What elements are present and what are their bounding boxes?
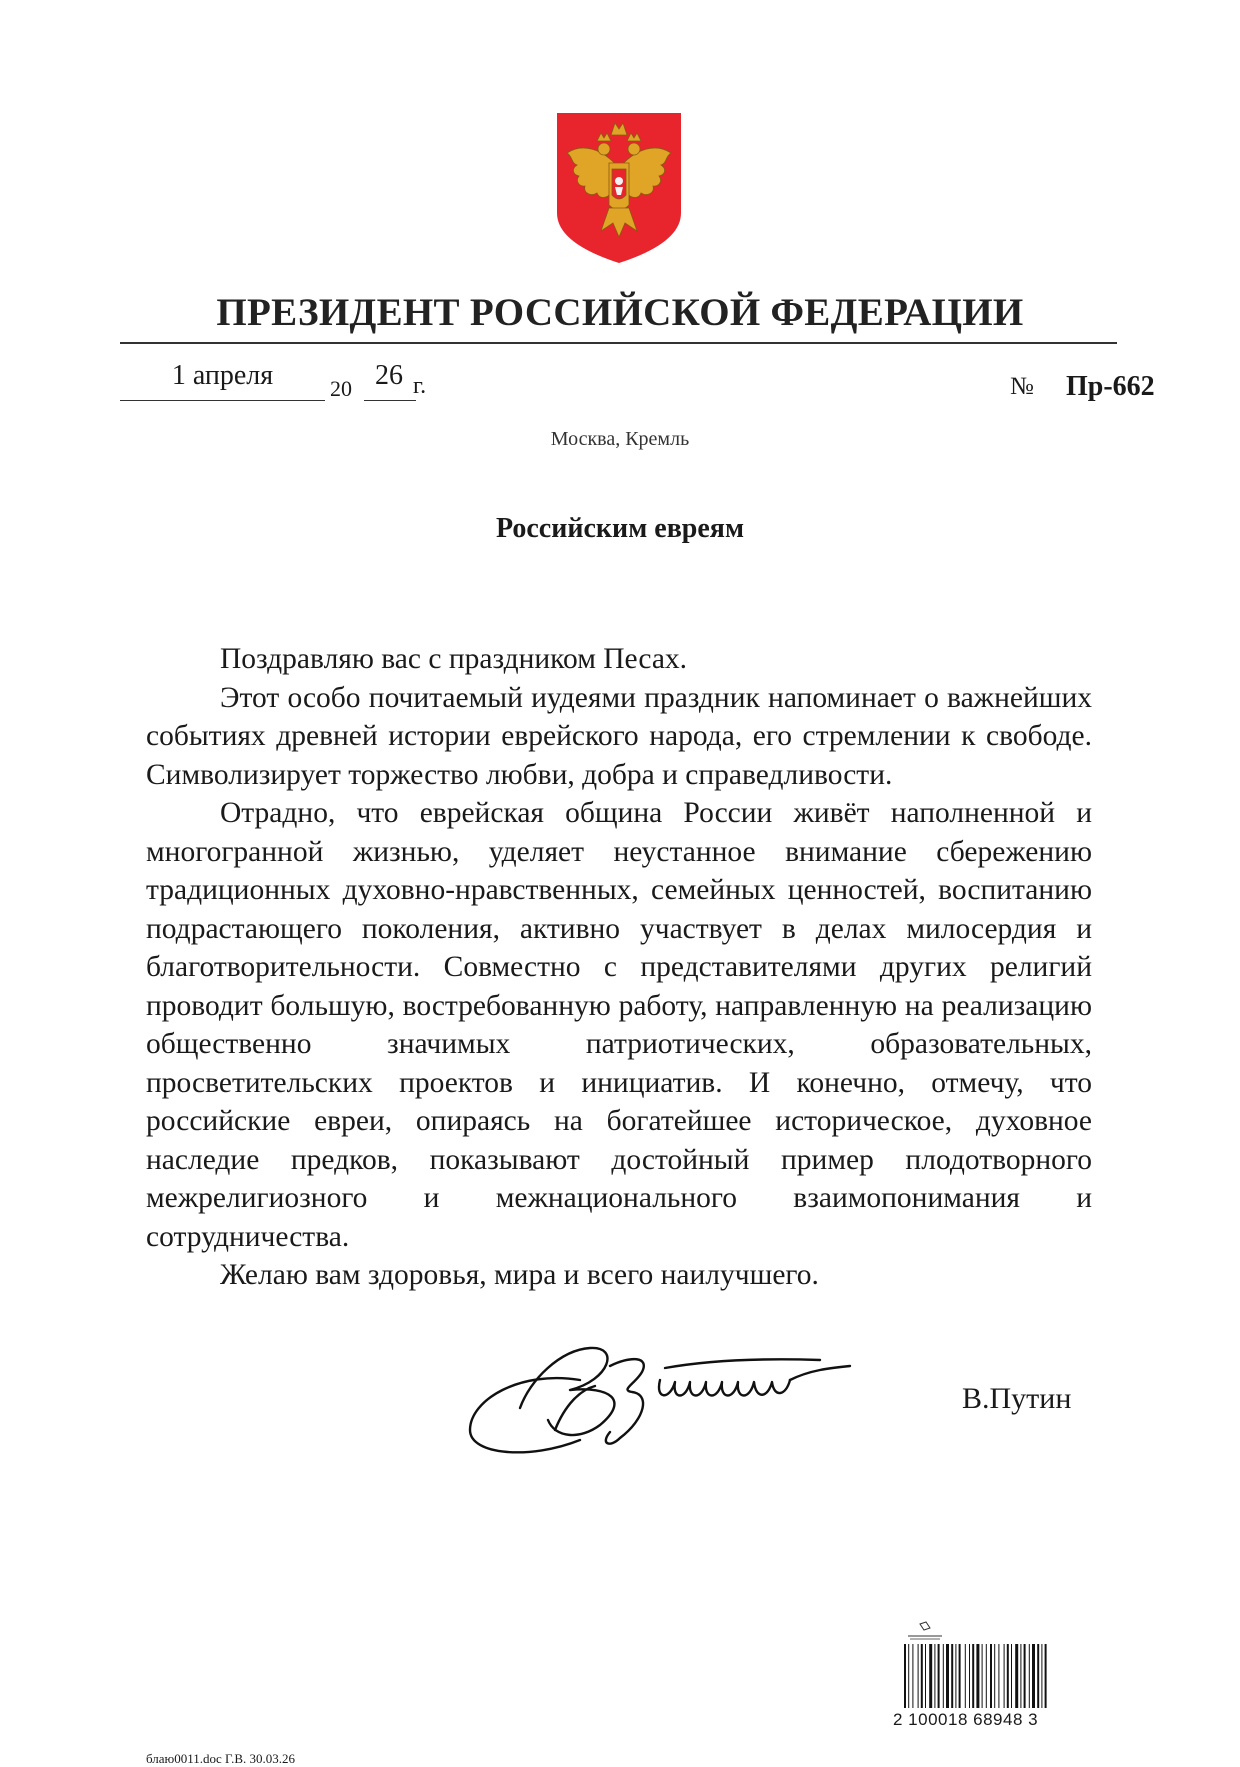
paragraph: Этот особо почитаемый иудеями праздник напоминает о важнейших событиях древней истории еврейского народа, его стремлении к свободе. Символизирует торжество любви, добра и справедливости. xyxy=(146,681,1092,791)
print-logo-icon xyxy=(900,1620,950,1642)
coat-of-arms-icon xyxy=(557,113,681,263)
date-year: 26 xyxy=(375,360,403,391)
document-number: Пр-662 xyxy=(1066,371,1155,402)
barcode-number: 2 100018 68948 3 xyxy=(893,1710,1039,1729)
date-suffix: г. xyxy=(413,373,427,399)
barcode-icon xyxy=(902,1644,1052,1708)
place: Москва, Кремль xyxy=(550,428,690,450)
date-day-month: 1 апреля xyxy=(171,360,274,391)
paragraph: Поздравляю вас с праздником Песах. xyxy=(220,643,688,675)
header-rule xyxy=(120,342,1117,344)
date-century: 20 xyxy=(330,376,352,401)
addressee: Российским евреям xyxy=(495,513,745,544)
year-underline xyxy=(364,400,416,401)
org-title: ПРЕЗИДЕНТ РОССИЙСКОЙ ФЕДЕРАЦИИ xyxy=(216,291,1024,334)
signer-name: В.Путин xyxy=(962,1382,1072,1415)
paragraph: Желаю вам здоровья, мира и всего наилучшего. xyxy=(220,1259,819,1291)
signature-icon xyxy=(460,1320,880,1460)
number-label: № xyxy=(1010,373,1034,400)
date-underline xyxy=(120,400,325,401)
document-date xyxy=(120,360,540,410)
paragraph: Отрадно, что еврейская община России живёт наполненной и многогранной жизнью, уделяет неустанное внимание сбережению традиционных духовно-нравственных, семейных ценностей, воспитанию подрастающего поколения, активно участвует в делах милосердия и благотворительности. Совместно с представителями других религий проводит большую, востребованную работу, направленную на реализацию общественно значимых патриотических, образовательных, просветительских проектов и инициатив. И конечно, отмечу, что российские евреи, опираясь на богатейшее историческое, духовное наследие предков, показывают достойный пример плодотворного межрелигиозного и межнационального взаимопонимания и сотрудничества. xyxy=(146,797,1092,1253)
file-reference: блаю0011.doc Г.В. 30.03.26 xyxy=(146,1751,296,1766)
letter-body xyxy=(146,640,1092,1295)
